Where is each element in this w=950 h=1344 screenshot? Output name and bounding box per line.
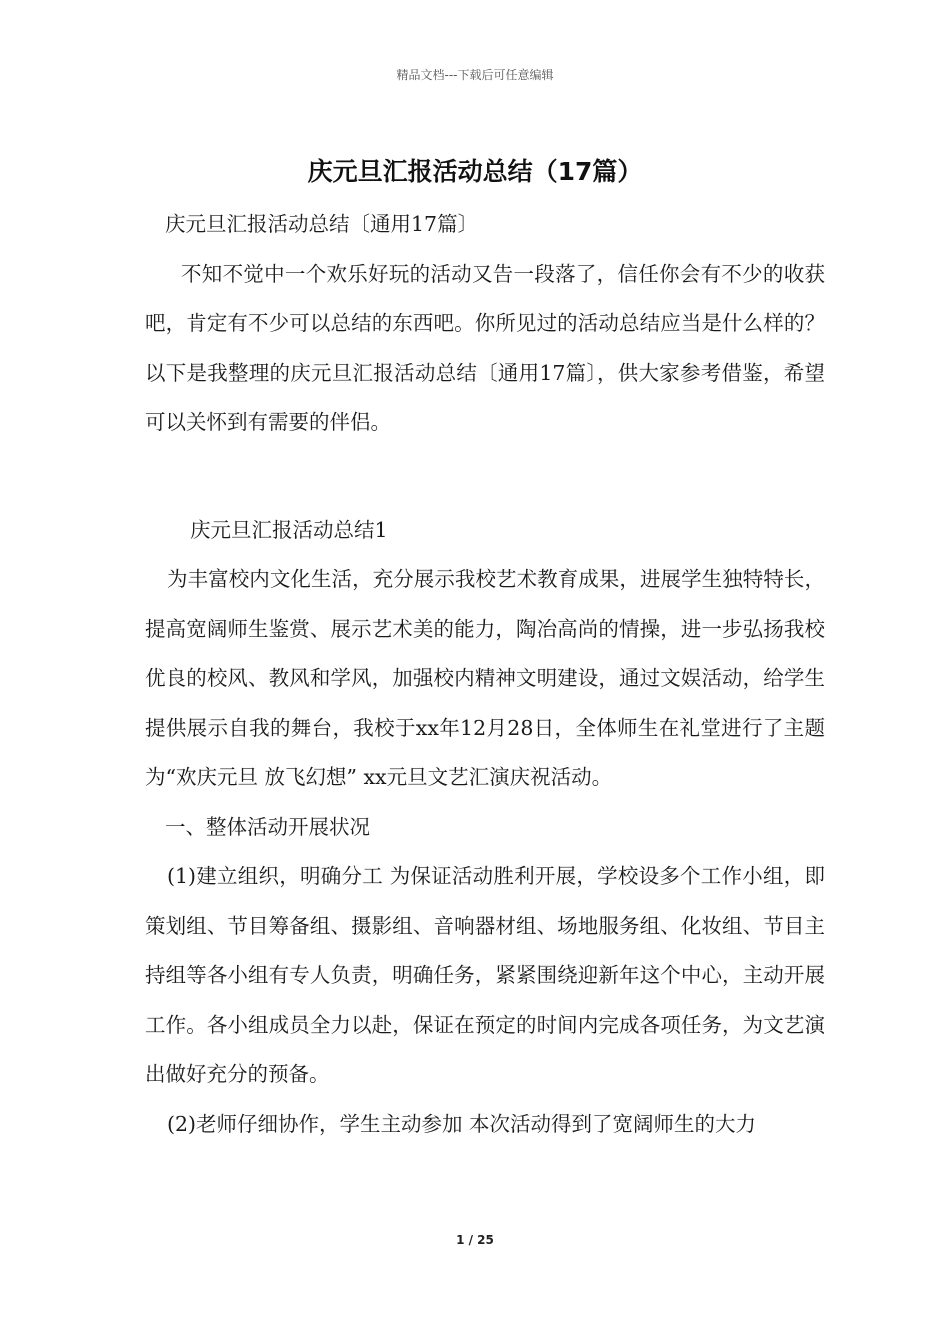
paragraph-gap	[145, 448, 825, 506]
section-heading-1: 庆元旦汇报活动总结1	[190, 517, 388, 542]
item-2-paragraph: (2)老师仔细协作，学生主动参加 本次活动得到了宽阔师生的大力	[167, 1111, 757, 1136]
page-header-note: 精品文档---下载后可任意编辑	[396, 68, 554, 82]
heading-overall-activity: 一、整体活动开展状况	[165, 814, 370, 839]
section-1-paragraph: 为丰富校内文化生活，充分展示我校艺术教育成果，进展学生独特特长，提高宽阔师生鉴赏、展示艺术美的能力，陶冶高尚的情操，进一步弘扬我校优良的校风、教风和学风，加强校内精神文明建设，通过文娱活动，给学生提供展示自我的舞台，我校于xx年12月28日，全体师生在礼堂进行了主题为“欢庆元旦 放飞幻想” xx元旦文艺汇演庆祝活动。	[145, 567, 825, 789]
item-1-paragraph: (1)建立组织，明确分工 为保证活动胜利开展，学校设多个工作小组，即策划组、节目筹备组、摄影组、音响器材组、场地服务组、化妆组、节目主持组等各小组有专人负责，明确任务，紧紧围绕迎新年这个中心，主动开展工作。各小组成员全力以赴，保证在预定的时间内完成各项任务，为文艺演出做好充分的预备。	[145, 864, 825, 1086]
document-title: 庆元旦汇报活动总结（17篇）	[307, 157, 643, 186]
page-number: 1 / 25	[456, 1233, 494, 1247]
document-subtitle: 庆元旦汇报活动总结〔通用17篇〕	[165, 212, 479, 236]
intro-paragraph: 不知不觉中一个欢乐好玩的活动又告一段落了，信任你会有不少的收获吧，肯定有不少可以总结的东西吧。你所见过的活动总结应当是什么样的？以下是我整理的庆元旦汇报活动总结〔通用17篇〕，供大家参考借鉴，希望可以关怀到有需要的伴侣。	[145, 261, 825, 434]
document-body	[145, 200, 825, 1149]
